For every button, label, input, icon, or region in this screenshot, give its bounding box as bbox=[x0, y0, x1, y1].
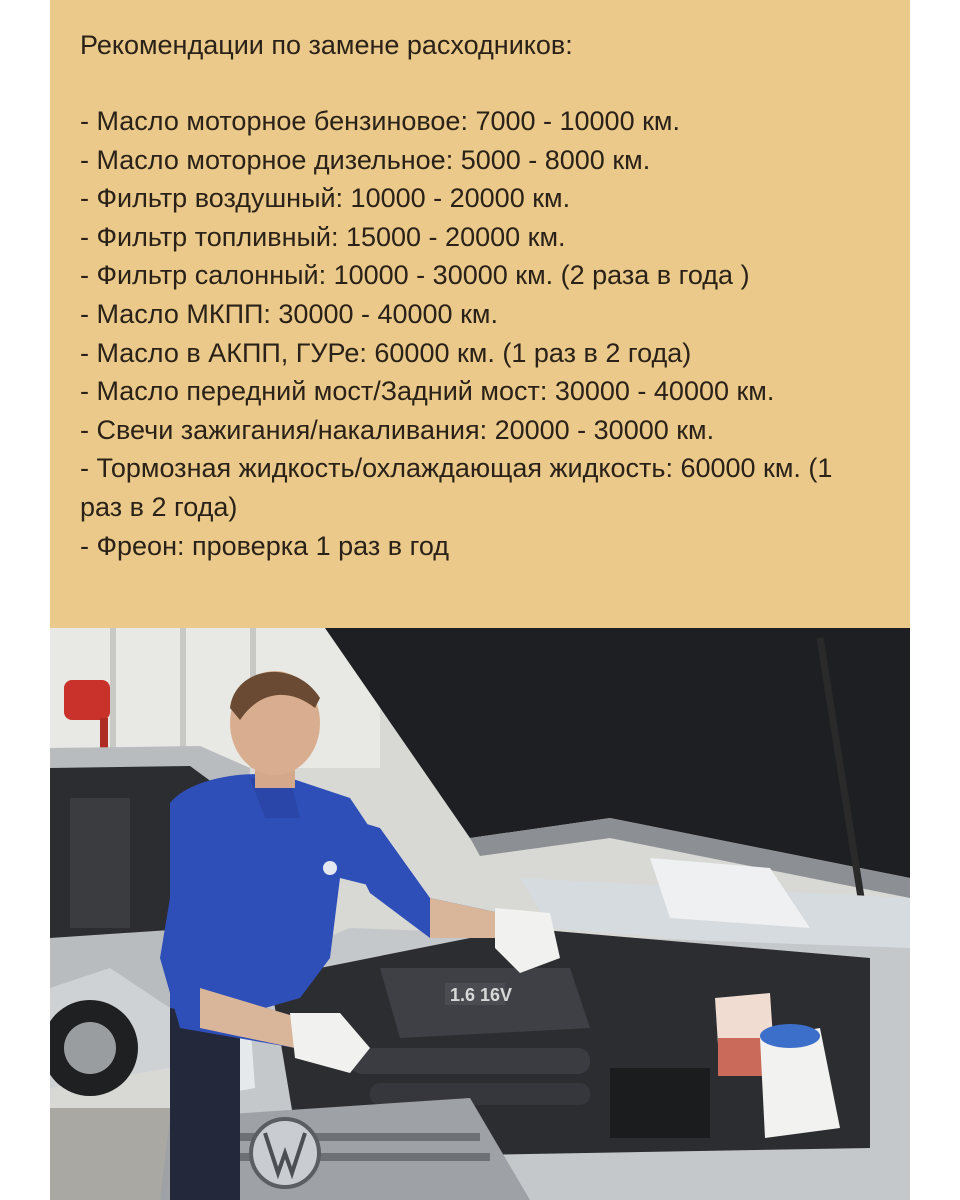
list-item: - Фильтр топливный: 15000 - 20000 км. bbox=[80, 221, 566, 252]
list-item: - Масло передний мост/Задний мост: 30000 - 40000 км. bbox=[80, 376, 775, 407]
list-item: - Масло МКПП: 30000 - 40000 км. bbox=[80, 298, 498, 329]
list-item: - Свечи зажигания/накаливания: 20000 - 30000 км. bbox=[80, 414, 715, 445]
list-item: - Фильтр салонный: 10000 - 30000 км. (2 раза в года ) bbox=[80, 260, 750, 291]
list-item: - Фреон: проверка 1 раз в год bbox=[80, 530, 450, 561]
recommendations-panel bbox=[50, 0, 910, 628]
mechanic-photo bbox=[50, 628, 910, 1200]
list-item: - Тормозная жидкость/охлаждающая жидкость: 60000 км. (1 раз в 2 года) bbox=[80, 453, 833, 522]
list-item: - Масло моторное дизельное: 5000 - 8000 км. bbox=[80, 144, 651, 175]
engine-label: 1.6 16V bbox=[450, 985, 513, 1005]
recommendations-heading: Рекомендации по замене расходников: bbox=[80, 30, 573, 60]
list-item: - Масло моторное бензиновое: 7000 - 10000 км. bbox=[80, 106, 680, 136]
list-item: - Масло в АКПП, ГУРе: 60000 км. (1 раз в 2 года) bbox=[80, 337, 692, 368]
consumables-card bbox=[50, 0, 910, 1200]
recommendations-list bbox=[80, 102, 880, 565]
list-item: - Фильтр воздушный: 10000 - 20000 км. bbox=[80, 183, 571, 214]
